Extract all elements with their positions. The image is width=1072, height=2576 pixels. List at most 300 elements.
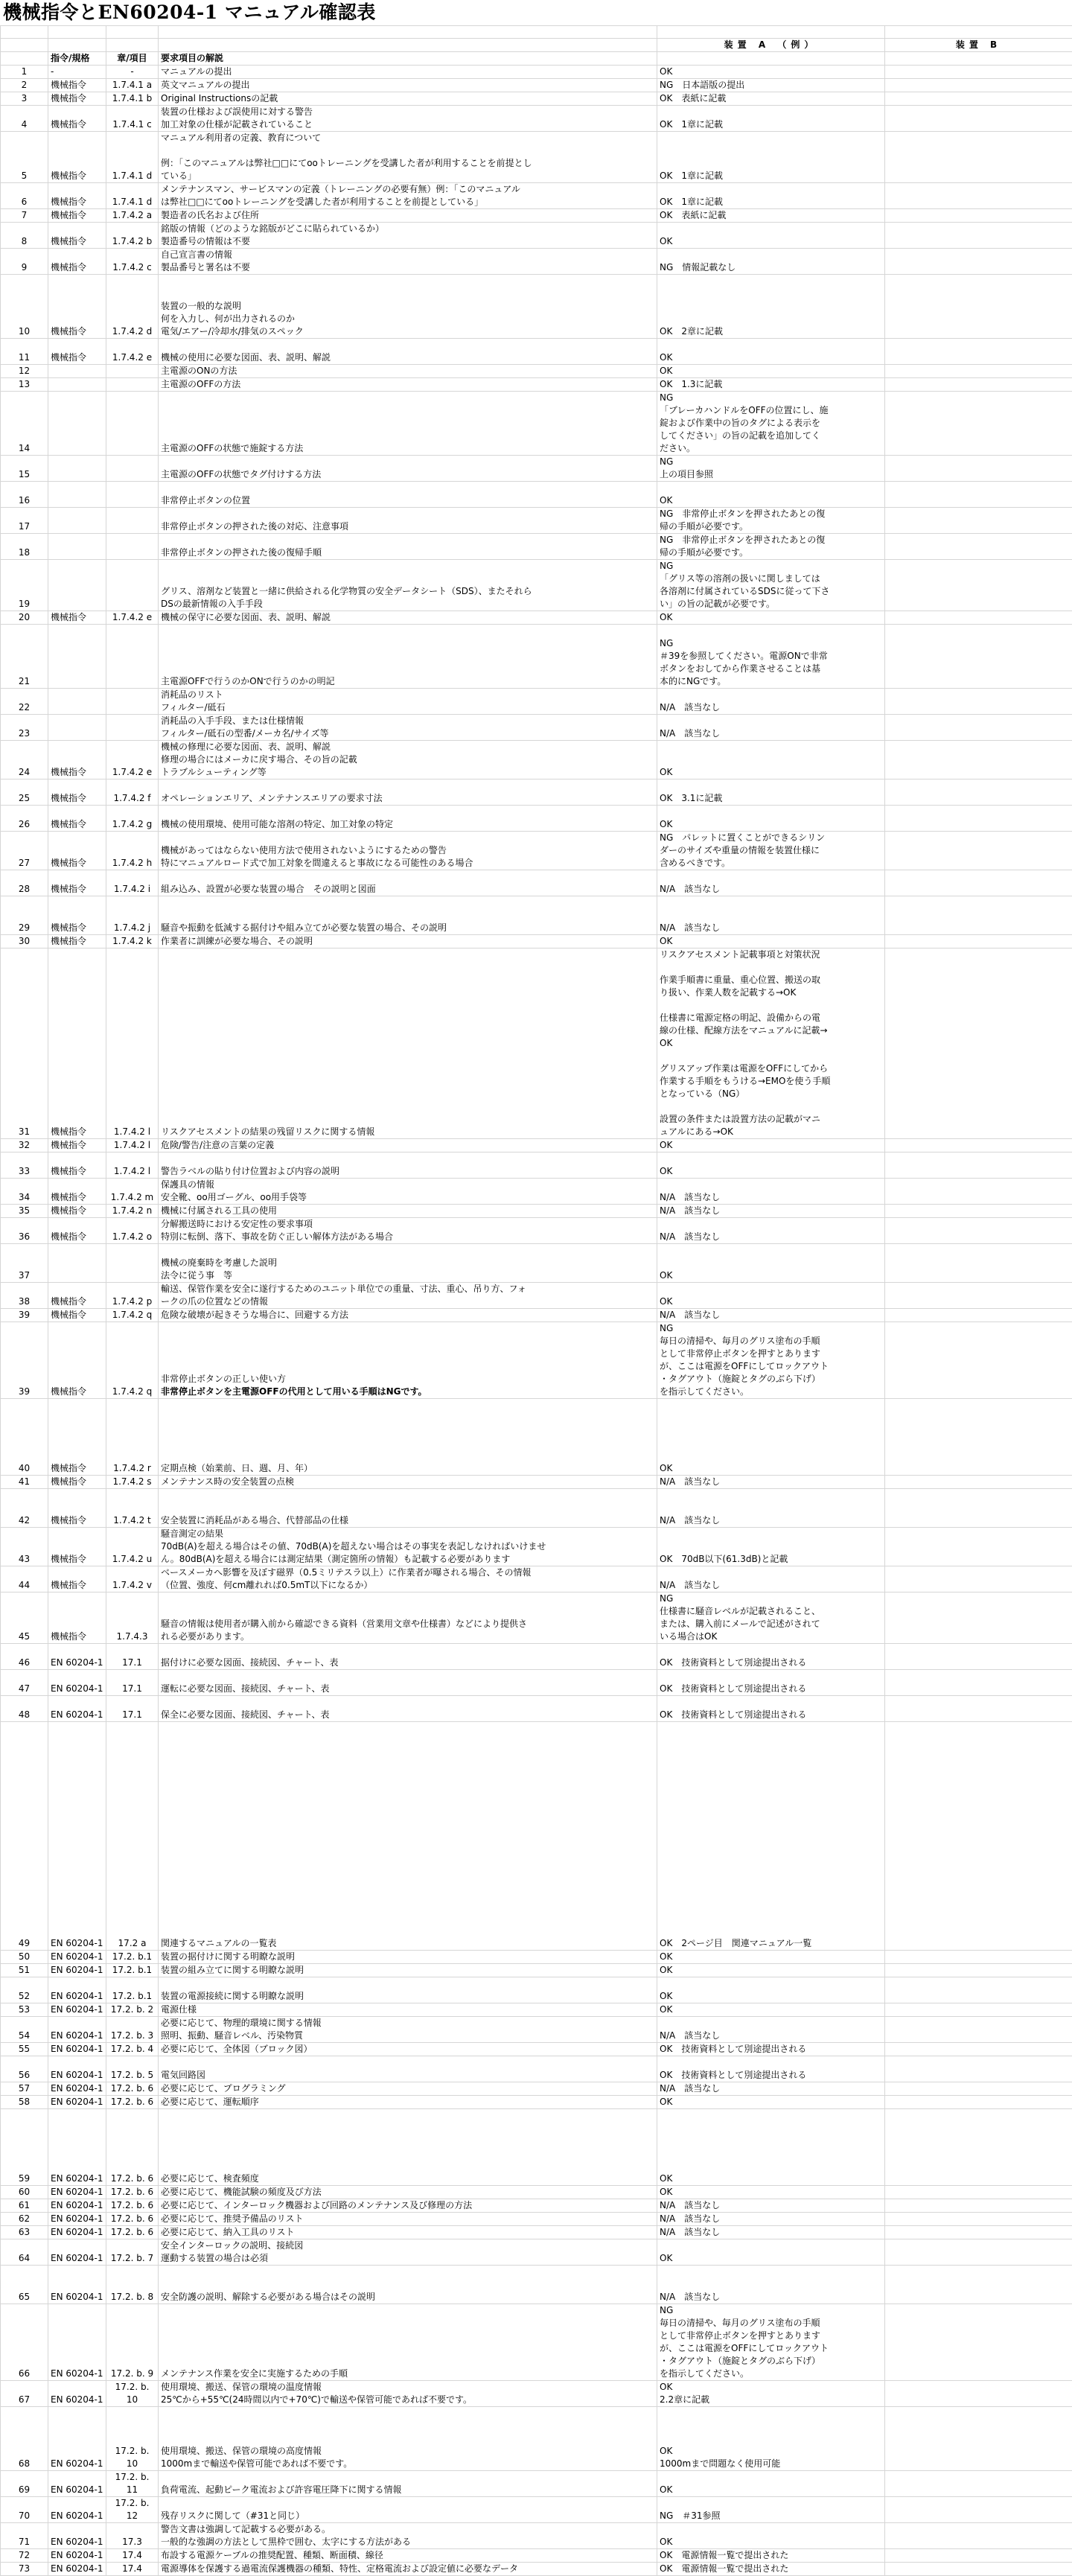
device-b-cell xyxy=(885,1399,1072,1476)
table-row xyxy=(1,275,1072,339)
table-row xyxy=(1,2471,1072,2497)
directive-cell: EN 60204-1 xyxy=(48,2381,106,2407)
directive-cell: 機械指令 xyxy=(48,106,106,132)
directive-cell: 機械指令 xyxy=(48,1489,106,1528)
row-number: 66 xyxy=(1,2304,48,2381)
device-b-cell xyxy=(885,1244,1072,1283)
requirement-cell: 電気回路図 xyxy=(159,2056,657,2082)
device-b-cell xyxy=(885,1152,1072,1179)
requirement-cell: 保護具の情報 安全靴、oo用ゴーグル、oo用手袋等 xyxy=(159,1179,657,1205)
device-a-cell: OK 2章に記載 xyxy=(657,275,885,339)
directive-cell: EN 60204-1 xyxy=(48,1696,106,1722)
table-row xyxy=(1,2003,1072,2017)
directive-cell xyxy=(48,378,106,392)
device-a-cell: NG ＃39を参照してください。電源ONで非常 ボタンをおしてから作業させることは基 本的にNGです。 xyxy=(657,625,885,689)
directive-cell: 機械指令 xyxy=(48,275,106,339)
table-row xyxy=(1,741,1072,780)
section-cell: 17.2. b. 10 xyxy=(106,2381,159,2407)
requirement-cell: 組み込み、設置が必要な装置の場合 その説明と図面 xyxy=(159,870,657,896)
section-cell: 17.2. b.1 xyxy=(106,1964,159,1977)
directive-cell: EN 60204-1 xyxy=(48,2226,106,2239)
device-a-cell: OK xyxy=(657,2096,885,2109)
device-a-cell: OK xyxy=(657,1139,885,1152)
directive-cell: EN 60204-1 xyxy=(48,2003,106,2017)
cell xyxy=(106,26,159,39)
device-b-cell xyxy=(885,2003,1072,2017)
section-cell: 1.7.4.2 c xyxy=(106,249,159,275)
device-a-cell: NG 情報記載なし xyxy=(657,249,885,275)
section-cell: 1.7.4.2 e xyxy=(106,339,159,365)
directive-cell: 機械指令 xyxy=(48,1309,106,1322)
device-b-cell xyxy=(885,832,1072,870)
table-row xyxy=(1,2213,1072,2226)
section-cell: 17.2. b. 7 xyxy=(106,2239,159,2266)
device-a-cell: リスクアセスメント記載事項と対策状況 作業手順書に重量、重心位置、搬送の取 り扱い、作業人数を記載する→OK 仕様書に電源定格の明記、設備からの電 線の仕様、配線方法をマニュアルに記載→ OK グリスアップ作業は電源をOFFにしてから 作業する手順をもうける→EMOを使う手順 となっている（NG） 設置の条件または設置方法の記載がマニ ュアルにある→OK xyxy=(657,949,885,1139)
device-a-cell: NG 「グリス等の溶剤の扱いに関しましては 各溶剤に付属されているSDSに従って下さ い」の旨の記載が必要です。 xyxy=(657,560,885,611)
table-row xyxy=(1,106,1072,132)
device-b-cell xyxy=(885,935,1072,949)
requirement-cell: 電源仕様 xyxy=(159,2003,657,2017)
row-number: 34 xyxy=(1,1179,48,1205)
device-a-cell: OK xyxy=(657,741,885,780)
section-cell: 17.1 xyxy=(106,1670,159,1696)
directive-cell: 機械指令 xyxy=(48,1179,106,1205)
row-number: 69 xyxy=(1,2471,48,2497)
requirement-cell: 機械があってはならない使用方法で使用されないようにするための警告 特にマニュアルロード式で加工対象を間違えると事故になる可能性のある場合 xyxy=(159,832,657,870)
device-a-cell: NG 「ブレーカハンドルをOFFの位置にし、施 錠および作業中の旨のタグによる表示を してください」の旨の記載を追加してく ださい。 xyxy=(657,392,885,456)
requirement-cell: 銘版の情報（どのような銘版がどこに貼られているか） 製造番号の情報は不要 xyxy=(159,223,657,249)
device-b-cell xyxy=(885,1528,1072,1566)
requirement-cell: 使用環境、搬送、保管の環境の温度情報 25℃から+55℃(24時間以内で+70℃)で輸送や保管可能であれば不要です。 xyxy=(159,2381,657,2407)
device-a-cell: OK 技術資料として別途提出される xyxy=(657,1644,885,1670)
directive-cell: 機械指令 xyxy=(48,339,106,365)
row-number: 68 xyxy=(1,2407,48,2471)
directive-cell: 機械指令 xyxy=(48,949,106,1139)
directive-cell: EN 60204-1 xyxy=(48,2082,106,2096)
device-a-cell: OK 1章に記載 xyxy=(657,132,885,183)
directive-cell: 機械指令 xyxy=(48,1322,106,1399)
row-number: 25 xyxy=(1,780,48,806)
row-number: 62 xyxy=(1,2213,48,2226)
section-cell: 1.7.4.2 d xyxy=(106,275,159,339)
requirement-cell: 警告ラベルの貼り付け位置および内容の説明 xyxy=(159,1152,657,1179)
cell xyxy=(48,39,106,52)
device-b-cell xyxy=(885,2549,1072,2563)
device-b-cell xyxy=(885,275,1072,339)
requirement-cell: 必要に応じて、推奨予備品のリスト xyxy=(159,2213,657,2226)
requirement-cell: 分解搬送時における安定性の要求事項 特別に転倒、落下、事故を防ぐ正しい解体方法がある場合 xyxy=(159,1218,657,1244)
directive-cell: EN 60204-1 xyxy=(48,1951,106,1964)
row-number: 23 xyxy=(1,715,48,741)
table-row xyxy=(1,1566,1072,1593)
cell xyxy=(1,26,48,39)
directive-cell: EN 60204-1 xyxy=(48,2549,106,2563)
device-b-cell xyxy=(885,2213,1072,2226)
device-a-cell: N/A 該当なし xyxy=(657,1476,885,1489)
device-a-cell: OK xyxy=(657,1964,885,1977)
requirement-cell: 定期点検（始業前、日、週、月、年） xyxy=(159,1399,657,1476)
requirement-cell: 装置の電源接続に関する明瞭な説明 xyxy=(159,1977,657,2003)
section-cell: 17.2. b. 6 xyxy=(106,2109,159,2186)
directive-cell: 機械指令 xyxy=(48,79,106,92)
device-b-cell xyxy=(885,2304,1072,2381)
directive-cell: EN 60204-1 xyxy=(48,1644,106,1670)
device-a-cell: OK xyxy=(657,611,885,625)
row-number: 53 xyxy=(1,2003,48,2017)
device-b-cell xyxy=(885,209,1072,223)
requirement-cell xyxy=(159,1322,657,1399)
requirement-cell: 必要に応じて、納入工具のリスト xyxy=(159,2226,657,2239)
table-row xyxy=(1,392,1072,456)
row-number: 33 xyxy=(1,1152,48,1179)
requirement-cell: Original Instructionsの記載 xyxy=(159,92,657,106)
section-cell: 17.1 xyxy=(106,1696,159,1722)
table-row xyxy=(1,1399,1072,1476)
section-cell xyxy=(106,625,159,689)
device-a-cell: OK 2ページ目 関連マニュアル一覧 xyxy=(657,1722,885,1951)
device-b-cell xyxy=(885,378,1072,392)
device-b-cell xyxy=(885,249,1072,275)
directive-cell xyxy=(48,365,106,378)
requirement-cell: 必要に応じて、運転順序 xyxy=(159,2096,657,2109)
section-cell: 1.7.4.2 q xyxy=(106,1322,159,1399)
section-cell: 17.2. b. 5 xyxy=(106,2056,159,2082)
directive-cell: - xyxy=(48,66,106,79)
device-b-cell xyxy=(885,1566,1072,1593)
requirement-cell: 機械に付属される工具の使用 xyxy=(159,1205,657,1218)
row-number: 2 xyxy=(1,79,48,92)
requirement-cell: 必要に応じて、全体図（ブロック図） xyxy=(159,2043,657,2056)
table-row xyxy=(1,560,1072,611)
device-b-cell xyxy=(885,715,1072,741)
requirement-cell: 非常停止ボタンの位置 xyxy=(159,482,657,508)
manual-checklist-table xyxy=(0,25,1072,2576)
device-b-cell xyxy=(885,2471,1072,2497)
device-b-cell xyxy=(885,92,1072,106)
section-cell: 17.2. b. 6 xyxy=(106,2213,159,2226)
section-cell xyxy=(106,508,159,534)
row-number: 44 xyxy=(1,1566,48,1593)
row-number: 67 xyxy=(1,2381,48,2407)
device-a-cell: OK xyxy=(657,2239,885,2266)
device-b-cell xyxy=(885,508,1072,534)
directive-cell: EN 60204-1 xyxy=(48,2239,106,2266)
requirement-cell: 保全に必要な図面、接続図、チャート、表 xyxy=(159,1696,657,1722)
table-row xyxy=(1,378,1072,392)
device-a-cell: OK xyxy=(657,1283,885,1309)
device-a-cell: NG 上の項目参照 xyxy=(657,456,885,482)
row-number: 13 xyxy=(1,378,48,392)
device-b-cell xyxy=(885,2407,1072,2471)
device-b-cell xyxy=(885,132,1072,183)
directive-cell: EN 60204-1 xyxy=(48,2199,106,2213)
section-cell: 1.7.4.2 o xyxy=(106,1218,159,1244)
row-number: 51 xyxy=(1,1964,48,1977)
requirement-cell: オペレーションエリア、メンテナンスエリアの要求寸法 xyxy=(159,780,657,806)
table-row xyxy=(1,339,1072,365)
table-row xyxy=(1,2304,1072,2381)
device-a-cell: OK xyxy=(657,2471,885,2497)
table-row xyxy=(1,2017,1072,2043)
device-b-cell xyxy=(885,560,1072,611)
requirement-cell: 非常停止ボタンの押された後の復帰手順 xyxy=(159,534,657,560)
requirement-cell: 電源導体を保護する過電流保護機器の種類、特性、定格電流および設定値に必要なデータ xyxy=(159,2563,657,2576)
device-b-cell xyxy=(885,482,1072,508)
device-b-cell xyxy=(885,2381,1072,2407)
device-b-cell xyxy=(885,625,1072,689)
directive-cell: 機械指令 xyxy=(48,1528,106,1566)
directive-cell: EN 60204-1 xyxy=(48,1977,106,2003)
device-a-cell: OK xyxy=(657,2523,885,2549)
requirement-cell: 装置の組み立てに関する明瞭な説明 xyxy=(159,1964,657,1977)
device-a-cell: OK xyxy=(657,223,885,249)
table-row xyxy=(1,625,1072,689)
device-a-cell: N/A 該当なし xyxy=(657,2199,885,2213)
section-cell: 17.1 xyxy=(106,1644,159,1670)
section-cell: 17.4 xyxy=(106,2563,159,2576)
section-cell: 17.2. b. 12 xyxy=(106,2497,159,2523)
device-b-cell xyxy=(885,223,1072,249)
section-cell: 17.2. b. 6 xyxy=(106,2226,159,2239)
device-a-cell: N/A 該当なし xyxy=(657,715,885,741)
device-a-cell: NG 仕様書に騒音レベルが記載されること、 または、購入前にメールで記述がされて いる場合はOK xyxy=(657,1593,885,1644)
row-number: 7 xyxy=(1,209,48,223)
table-row xyxy=(1,2381,1072,2407)
directive-cell: EN 60204-1 xyxy=(48,2043,106,2056)
section-cell xyxy=(106,365,159,378)
requirement-cell: 自己宣言書の情報 製品番号と署名は不要 xyxy=(159,249,657,275)
device-a-cell: OK xyxy=(657,806,885,832)
table-row xyxy=(1,870,1072,896)
directive-cell: 機械指令 xyxy=(48,209,106,223)
table-row xyxy=(1,2497,1072,2523)
requirement-cell: 輸送、保管作業を安全に遂行するためのユニット単位での重量、寸法、重心、吊り方、フォ ークの爪の位置などの情報 xyxy=(159,1283,657,1309)
requirement-cell: 消耗品の入手手段、または仕様情報 フィルター/砥石の型番/メーカ名/サイズ等 xyxy=(159,715,657,741)
row-number: 56 xyxy=(1,2056,48,2082)
device-b-cell xyxy=(885,2017,1072,2043)
device-b-cell xyxy=(885,1696,1072,1722)
section-cell xyxy=(106,456,159,482)
row-number: 57 xyxy=(1,2082,48,2096)
device-b-cell xyxy=(885,1593,1072,1644)
device-b-cell xyxy=(885,1644,1072,1670)
directive-cell xyxy=(48,456,106,482)
directive-cell xyxy=(48,482,106,508)
device-a-cell: N/A 該当なし xyxy=(657,2266,885,2304)
section-cell: 1.7.4.2 a xyxy=(106,209,159,223)
directive-cell xyxy=(48,508,106,534)
table-row xyxy=(1,456,1072,482)
table-row xyxy=(1,2226,1072,2239)
device-b-cell xyxy=(885,1489,1072,1528)
device-b-cell xyxy=(885,2266,1072,2304)
requirement-cell: 必要に応じて、物理的環境に関する情報 照明、振動、騒音レベル、汚染物質 xyxy=(159,2017,657,2043)
directive-cell: 機械指令 xyxy=(48,1139,106,1152)
requirement-cell: 関連するマニュアルの一覧表 xyxy=(159,1722,657,1951)
section-cell: 1.7.4.2 l xyxy=(106,1139,159,1152)
device-b-cell xyxy=(885,66,1072,79)
directive-cell: 機械指令 xyxy=(48,896,106,935)
row-number: 39 xyxy=(1,1322,48,1399)
directive-cell xyxy=(48,1244,106,1283)
requirement-cell: 必要に応じて、インターロック機器および回路のメンテナンス及び修理の方法 xyxy=(159,2199,657,2213)
device-a-cell: NG 非常停止ボタンを押されたあとの復 帰の手順が必要です。 xyxy=(657,508,885,534)
requirement-cell: メンテナンス時の安全装置の点検 xyxy=(159,1476,657,1489)
device-b-cell xyxy=(885,365,1072,378)
requirement-cell: 装置の据付けに関する明瞭な説明 xyxy=(159,1951,657,1964)
row-number: 16 xyxy=(1,482,48,508)
table-row xyxy=(1,183,1072,209)
device-b-cell xyxy=(885,106,1072,132)
section-cell: 1.7.4.2 k xyxy=(106,935,159,949)
device-a-cell: OK xyxy=(657,339,885,365)
table-row xyxy=(1,780,1072,806)
directive-cell: 機械指令 xyxy=(48,249,106,275)
requirement-cell: 主電源のOFFの方法 xyxy=(159,378,657,392)
row-number: 1 xyxy=(1,66,48,79)
directive-cell: EN 60204-1 xyxy=(48,2471,106,2497)
table-row xyxy=(1,689,1072,715)
device-a-cell: OK xyxy=(657,1244,885,1283)
cell xyxy=(657,26,885,39)
directive-cell: 機械指令 xyxy=(48,92,106,106)
device-a-cell: OK 1章に記載 xyxy=(657,183,885,209)
table-row xyxy=(1,1205,1072,1218)
section-cell: 1.7.4.3 xyxy=(106,1593,159,1644)
directive-cell: EN 60204-1 xyxy=(48,2186,106,2199)
device-b-cell xyxy=(885,392,1072,456)
device-a-cell: OK 技術資料として別途提出される xyxy=(657,2056,885,2082)
cell xyxy=(885,26,1072,39)
requirement-cell: 製造者の氏名および住所 xyxy=(159,209,657,223)
row-number: 3 xyxy=(1,92,48,106)
row-number: 10 xyxy=(1,275,48,339)
row-number: 52 xyxy=(1,1977,48,2003)
section-cell: 1.7.4.1 d xyxy=(106,132,159,183)
table-row xyxy=(1,1322,1072,1399)
table-row xyxy=(1,1528,1072,1566)
requirement-cell: マニュアル利用者の定義、教育について 例：「このマニュアルは弊社□□にてooトレーニングを受講した者が利用することを前提とし ている」 xyxy=(159,132,657,183)
requirement-emphasis: 非常停止ボタンを主電源OFFの代用として用いる手順はNGです。 xyxy=(161,1386,427,1397)
requirement-cell: 主電源のONの方法 xyxy=(159,365,657,378)
row-number: 64 xyxy=(1,2239,48,2266)
requirement-cell: メンテナンス作業を安全に実施するための手順 xyxy=(159,2304,657,2381)
section-cell: 17.2. b. 2 xyxy=(106,2003,159,2017)
requirement-cell: 騒音測定の結果 70dB(A)を超える場合はその値、70dB(A)を超えない場合はその事実を表記しなければいけませ ん。80dB(A)を超える場合には測定結果（測定箇所の情報）も記載する必要があります xyxy=(159,1528,657,1566)
device-a-cell: OK xyxy=(657,2109,885,2186)
device-b-cell xyxy=(885,1670,1072,1696)
device-a-cell: N/A 該当なし xyxy=(657,689,885,715)
table-row xyxy=(1,1722,1072,1951)
table-row xyxy=(1,2056,1072,2082)
directive-cell: 機械指令 xyxy=(48,1152,106,1179)
device-b-cell xyxy=(885,183,1072,209)
device-a-cell: N/A 該当なし xyxy=(657,2082,885,2096)
device-b-cell xyxy=(885,2109,1072,2186)
device-b-cell xyxy=(885,806,1072,832)
table-row xyxy=(1,66,1072,79)
table-row xyxy=(1,832,1072,870)
row-number: 6 xyxy=(1,183,48,209)
row-number: 24 xyxy=(1,741,48,780)
requirement-cell: 警告文書は強調して記載する必要がある。 一般的な強調の方法として黒枠で囲む、太字にする方法がある xyxy=(159,2523,657,2549)
requirement-cell: 残存リスクに関して（#31と同じ） xyxy=(159,2497,657,2523)
directive-cell: EN 60204-1 xyxy=(48,2213,106,2226)
row-number: 59 xyxy=(1,2109,48,2186)
device-a-cell: OK 2.2章に記載 xyxy=(657,2381,885,2407)
directive-cell: 機械指令 xyxy=(48,1218,106,1244)
requirement-cell: 据付けに必要な図面、接続図、チャート、表 xyxy=(159,1644,657,1670)
table-row xyxy=(1,26,1072,39)
directive-cell: EN 60204-1 xyxy=(48,2563,106,2576)
requirement-cell: 危険/警告/注意の言葉の定義 xyxy=(159,1139,657,1152)
section-cell xyxy=(106,534,159,560)
requirement-cell: 装置の仕様および誤使用に対する警告 加工対象の仕様が記載されていること xyxy=(159,106,657,132)
device-a-cell: OK xyxy=(657,1951,885,1964)
section-cell: 1.7.4.2 g xyxy=(106,806,159,832)
row-number: 39 xyxy=(1,1309,48,1322)
device-b-cell xyxy=(885,741,1072,780)
directive-cell xyxy=(48,715,106,741)
device-b-cell xyxy=(885,1977,1072,2003)
table-row xyxy=(1,1283,1072,1309)
section-cell: 17.2. b. 11 xyxy=(106,2471,159,2497)
directive-cell: EN 60204-1 xyxy=(48,2056,106,2082)
directive-cell: 機械指令 xyxy=(48,780,106,806)
cell xyxy=(106,39,159,52)
row-number: 48 xyxy=(1,1696,48,1722)
device-a-cell: N/A 該当なし xyxy=(657,1566,885,1593)
device-b-cell xyxy=(885,896,1072,935)
row-number: 9 xyxy=(1,249,48,275)
device-a-cell: NG 非常停止ボタンを押されたあとの復 帰の手順が必要です。 xyxy=(657,534,885,560)
section-cell xyxy=(106,392,159,456)
device-a-cell: OK 電源情報一覧で提出された xyxy=(657,2549,885,2563)
table-row xyxy=(1,2549,1072,2563)
requirement-cell: 安全装置に消耗品がある場合、代替部品の仕様 xyxy=(159,1489,657,1528)
device-a-cell: N/A 該当なし xyxy=(657,1218,885,1244)
directive-cell: EN 60204-1 xyxy=(48,2304,106,2381)
section-cell xyxy=(106,1244,159,1283)
section-cell: 17.2 a xyxy=(106,1722,159,1951)
device-b-cell xyxy=(885,1309,1072,1322)
directive-cell: 機械指令 xyxy=(48,1283,106,1309)
section-cell: 1.7.4.2 q xyxy=(106,1309,159,1322)
cell xyxy=(48,26,106,39)
device-b-cell xyxy=(885,2043,1072,2056)
row-number: 21 xyxy=(1,625,48,689)
requirement-cell: 必要に応じて、プログラミング xyxy=(159,2082,657,2096)
device-b-cell xyxy=(885,2056,1072,2082)
table-row xyxy=(1,2563,1072,2576)
row-number: 22 xyxy=(1,689,48,715)
device-b-cell xyxy=(885,949,1072,1139)
row-number: 4 xyxy=(1,106,48,132)
section-cell xyxy=(106,482,159,508)
row-number: 19 xyxy=(1,560,48,611)
device-a-cell: OK xyxy=(657,1399,885,1476)
device-b-cell xyxy=(885,2563,1072,2576)
table-row xyxy=(1,2239,1072,2266)
section-cell: 17.2. b. 6 xyxy=(106,2199,159,2213)
row-number: 54 xyxy=(1,2017,48,2043)
col-header-directive: 指令/規格 xyxy=(48,52,106,66)
section-cell: - xyxy=(106,66,159,79)
table-row xyxy=(1,1670,1072,1696)
requirement-cell: グリス、溶剤など装置と一緒に供給される化学物質の安全データシート（SDS）、またそれら DSの最新情報の入手手段 xyxy=(159,560,657,611)
section-cell: 1.7.4.2 b xyxy=(106,223,159,249)
table-row xyxy=(1,2407,1072,2471)
